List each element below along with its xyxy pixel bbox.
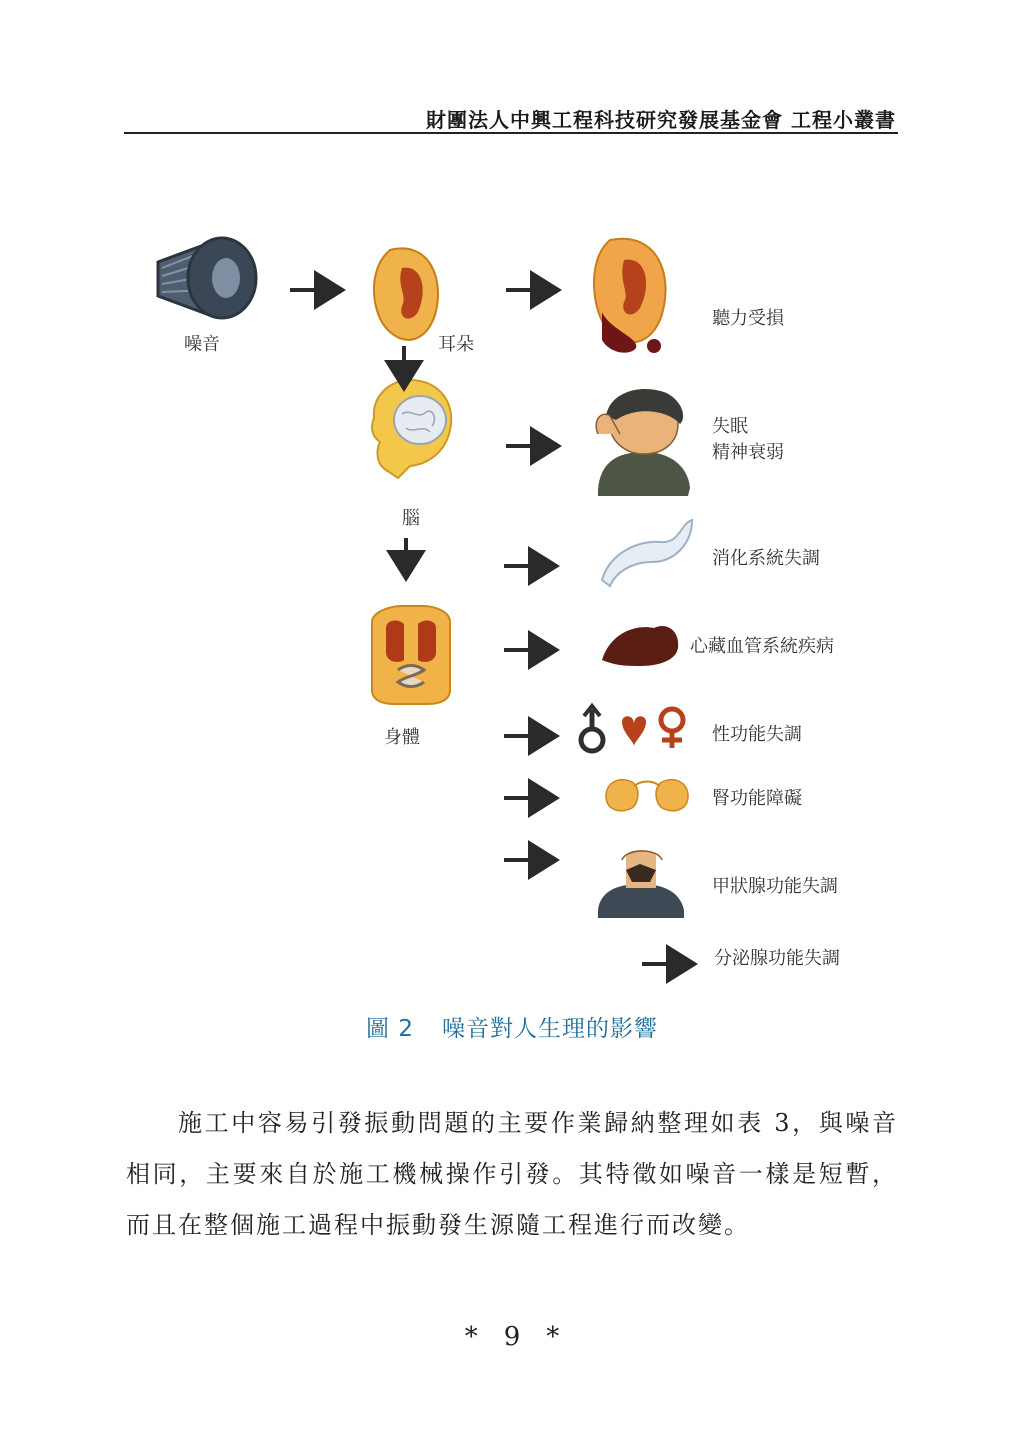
label-brain: 腦 xyxy=(402,508,420,529)
page-number: * 9 * xyxy=(464,1322,560,1352)
label-ear: 耳朵 xyxy=(438,334,474,355)
loudspeaker-icon xyxy=(158,238,256,318)
caption-number: 圖 2 xyxy=(366,1016,414,1042)
effect-sleep-group xyxy=(712,414,784,466)
distressed-person-icon xyxy=(596,389,690,496)
header-title: 財團法人中興工程科技研究發展基金會 工程小叢書 xyxy=(426,108,896,132)
effect-hearing-loss: 聽力受損 xyxy=(712,308,784,329)
paragraph: 施工中容易引發振動問題的主要作業歸納整理如表 3，與噪音相同，主要來自於施工機械操作引發。其特徵如噪音一樣是短暫，而且在整個施工過程中振動發生源隨工程進行而改變。 xyxy=(126,1109,898,1239)
kidneys-icon xyxy=(606,780,688,811)
body-text xyxy=(126,1098,898,1251)
ear-icon xyxy=(374,248,438,339)
caption-text: 噪音對人生理的影響 xyxy=(441,1016,658,1042)
effect-endocrine: 分泌腺功能失調 xyxy=(714,948,840,969)
effect-thyroid: 甲狀腺功能失調 xyxy=(712,876,838,897)
label-noise: 噪音 xyxy=(184,334,220,355)
label-body: 身體 xyxy=(384,727,420,748)
effect-kidney: 腎功能障礙 xyxy=(712,788,802,809)
effect-sexual: 性功能失調 xyxy=(712,724,802,745)
damaged-ear-icon xyxy=(594,239,666,353)
gender-symbols-icon xyxy=(581,706,683,751)
stomach-icon xyxy=(602,520,692,586)
figure-caption xyxy=(0,1010,1024,1043)
heart-organ-icon xyxy=(602,626,678,666)
noise-effects-figure xyxy=(140,220,900,1000)
brain-head-icon xyxy=(372,380,451,478)
neck-thyroid-icon xyxy=(598,850,684,918)
effect-neurasthenia: 精神衰弱 xyxy=(712,442,784,463)
page-header xyxy=(124,104,898,134)
effect-cardiovascular: 心藏血管系統疾病 xyxy=(690,636,834,657)
effect-digestive: 消化系統失調 xyxy=(712,548,820,569)
effect-insomnia: 失眠 xyxy=(712,416,748,437)
torso-organs-icon xyxy=(372,606,450,704)
